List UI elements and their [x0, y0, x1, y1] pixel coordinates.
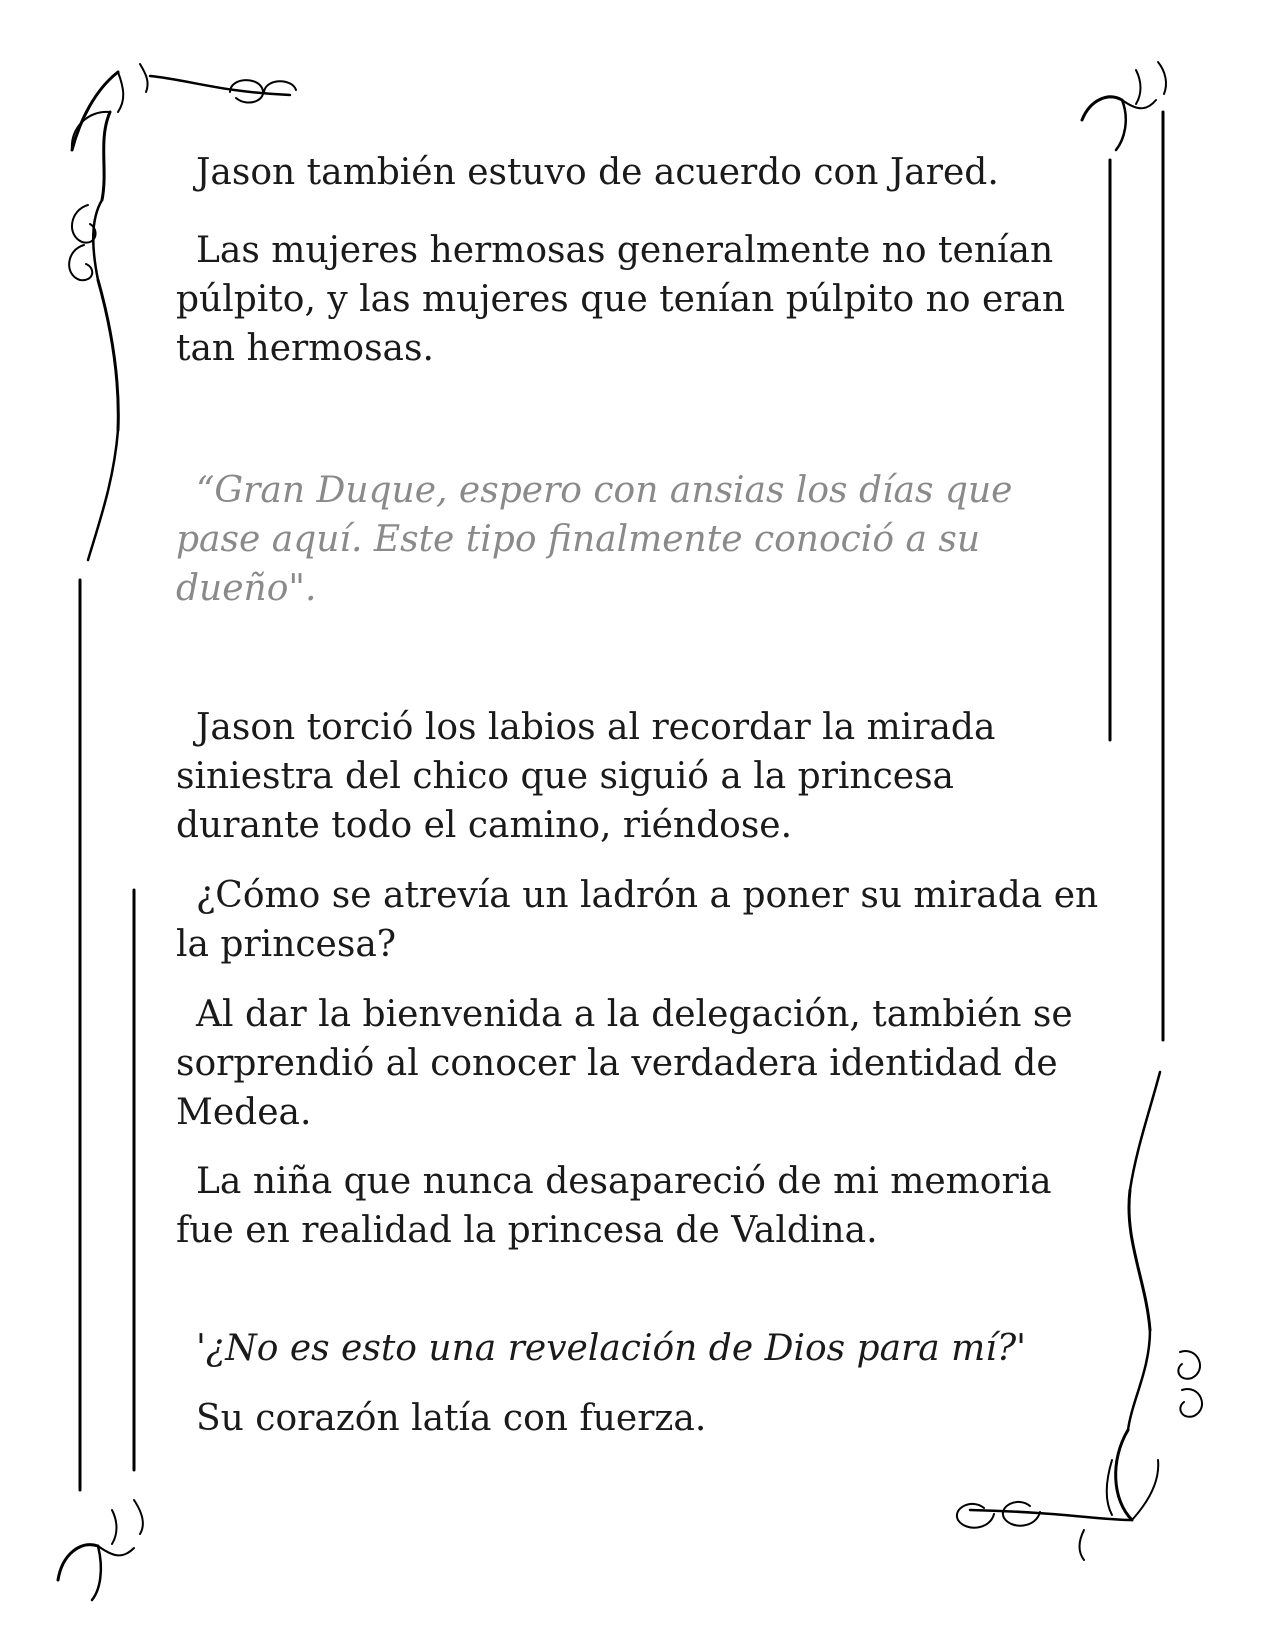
paragraph-6: La niña que nunca desapareció de mi memoria fue en realidad la princesa de Valdina.: [176, 1161, 1052, 1251]
quote-paragraph: “Gran Duque, espero con ansias los días que pase aquí. Este tipo finalmente conoció a su dueño".: [176, 470, 1013, 609]
paragraph-5: Al dar la bienvenida a la delegación, también se sorprendió al conocer la verdadera identidad de Medea.: [176, 994, 1073, 1133]
thought-paragraph: '¿No es esto una revelación de Dios para mí?': [196, 1328, 1027, 1369]
paragraph-2: Las mujeres hermosas generalmente no tenían púlpito, y las mujeres que tenían púlpito no eran tan hermosas.: [176, 230, 1066, 369]
paragraph-4: ¿Cómo se atrevía un ladrón a poner su mirada en la princesa?: [176, 875, 1099, 965]
paragraph-3: Jason torció los labios al recordar la mirada siniestra del chico que siguió a la princesa durante todo el camino, riéndose.: [176, 707, 996, 846]
paragraph-1: Jason también estuvo de acuerdo con Jared.: [196, 152, 999, 193]
paragraph-7: Su corazón latía con fuerza.: [196, 1398, 707, 1439]
